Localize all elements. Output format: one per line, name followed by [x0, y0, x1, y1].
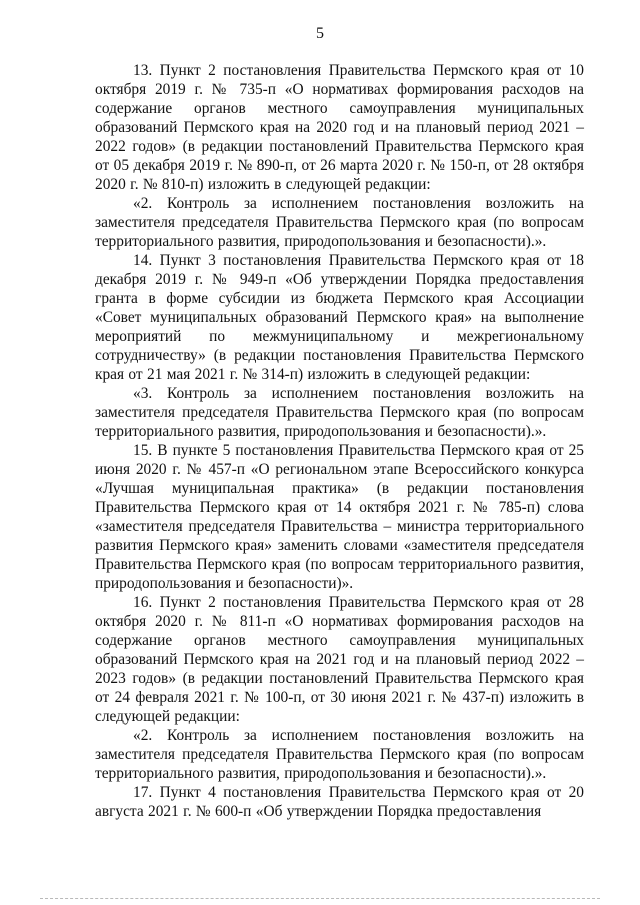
page-number: 5 — [316, 25, 324, 42]
paragraph-item-15: 15. В пункте 5 постановления Правительства Пермского края от 25 июня 2020 г. № 457-п «О региональном этапе Всероссийского конкурса «Лучшая муниципальная практика» (в редакции постановления Правительства Пермского края от 14 октября 2021 г. № 785-п) слова «заместителя председателя Правительства – министра территориального развития Пермского края» заменить словами «заместителя председателя Правительства Пермского края (по вопросам территориального развития, природопользования и безопасности)». — [95, 442, 584, 592]
paragraph-item-14: 14. Пункт 3 постановления Правительства Пермского края от 18 декабря 2019 г. № 949-п «Об утверждении Порядка предоставления гранта в форме субсидии из бюджета Пермского края Ассоциации «Совет муниципальных образований Пермского края» на выполнение мероприятий по межмуниципальному и межрегиональному сотрудничеству» (в редакции постановления Правительства Пермского края от 21 мая 2021 г. № 314-п) изложить в следующей редакции: — [95, 252, 584, 383]
paragraph-item-13-quote: «2. Контроль за исполнением постановления возложить на заместителя председателя Правительства Пермского края (по вопросам территориального развития, природопользования и безопасности).». — [95, 195, 584, 250]
paragraph-item-14-quote: «3. Контроль за исполнением постановления возложить на заместителя председателя Правительства Пермского края (по вопросам территориального развития, природопользования и безопасности).». — [95, 385, 584, 440]
document-body — [95, 61, 584, 821]
paragraph-item-16: 16. Пункт 2 постановления Правительства Пермского края от 28 октября 2020 г. № 811-п «О нормативах формирования расходов на содержание органов местного самоуправления муниципальных образований Пермского края на 2021 год и на плановый период 2022 – 2023 годов» (в редакции постановлений Правительства Пермского края от 24 февраля 2021 г. № 100-п, от 30 июня 2021 г. № 437-п) изложить в следующей редакции: — [95, 594, 584, 725]
paragraph-item-16-quote: «2. Контроль за исполнением постановления возложить на заместителя председателя Правительства Пермского края (по вопросам территориального развития, природопользования и безопасности).». — [95, 727, 584, 782]
paragraph-item-13: 13. Пункт 2 постановления Правительства Пермского края от 10 октября 2019 г. № 735-п «О нормативах формирования расходов на содержание органов местного самоуправления муниципальных образований Пермского края на 2020 год и на плановый период 2021 – 2022 годов» (в редакции постановлений Правительства Пермского края от 05 декабря 2019 г. № 890-п, от 26 марта 2020 г. № 150-п, от 28 октября 2020 г. № 810-п) изложить в следующей редакции: — [95, 62, 584, 193]
bottom-scan-edge — [40, 898, 600, 899]
paragraph-item-17: 17. Пункт 4 постановления Правительства Пермского края от 20 августа 2021 г. № 600-п «Об утверждении Порядка предоставления — [95, 784, 584, 820]
